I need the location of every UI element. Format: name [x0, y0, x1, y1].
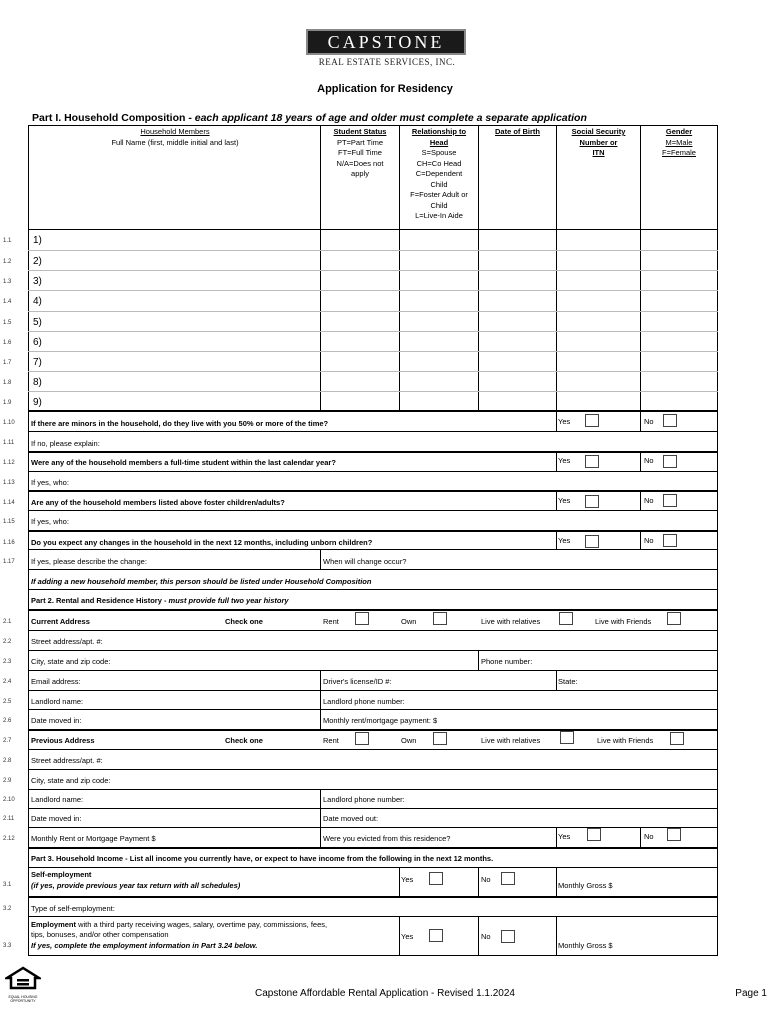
- q-minors-explain[interactable]: If no, please explain:: [31, 439, 100, 448]
- no-label: No: [481, 875, 491, 884]
- previous-own-checkbox[interactable]: [433, 732, 447, 745]
- member-row-7[interactable]: 7): [33, 357, 42, 368]
- live-friends-label: Live with Friends: [597, 736, 654, 745]
- minors-no-checkbox[interactable]: [663, 414, 677, 427]
- row-number: 3.3: [3, 943, 12, 949]
- self-emp-yes-checkbox[interactable]: [429, 872, 443, 885]
- live-relatives-label: Live with relatives: [481, 736, 541, 745]
- check-one-label: Check one: [225, 617, 263, 626]
- member-row-4[interactable]: 4): [33, 296, 42, 307]
- member-row-5[interactable]: 5): [33, 317, 42, 328]
- previous-landlord-phone-field[interactable]: Landlord phone number:: [323, 795, 405, 804]
- drivers-license-field[interactable]: Driver's license/ID #:: [323, 677, 392, 686]
- q-student: Were any of the household members a full-time student within the last calendar year?: [31, 458, 336, 467]
- row-number: 1.3: [3, 279, 12, 285]
- yes-label: Yes: [558, 456, 571, 465]
- current-city-field[interactable]: City, state and zip code:: [31, 657, 111, 666]
- household-note: If adding a new household member, this person should be listed under Household Composition: [31, 577, 372, 586]
- own-label: Own: [401, 736, 417, 745]
- employment-note: If yes, complete the employment information in Part 3.24 below.: [31, 941, 258, 950]
- changes-no-checkbox[interactable]: [663, 534, 677, 547]
- members-header: Household Members Full Name (first, middle initial and last): [111, 127, 239, 147]
- type-self-employment-field[interactable]: Type of self-employment:: [31, 904, 115, 913]
- own-label: Own: [401, 617, 417, 626]
- row-number: 2.11: [3, 816, 15, 822]
- previous-moved-in-field[interactable]: Date moved in:: [31, 814, 82, 823]
- student-yes-checkbox[interactable]: [585, 455, 599, 468]
- row-number: 2.8: [3, 758, 12, 764]
- row-number: 1.4: [3, 299, 12, 305]
- yes-label: Yes: [558, 417, 571, 426]
- page-title: Application for Residency: [317, 83, 453, 95]
- student-no-checkbox[interactable]: [663, 455, 677, 468]
- row-number: 2.10: [3, 797, 15, 803]
- gender-header: Gender M=Male F=Female: [662, 127, 696, 157]
- equal-housing-logo: EQUAL HOUSING OPPORTUNITY: [5, 966, 41, 1000]
- no-label: No: [644, 832, 654, 841]
- previous-street-field[interactable]: Street address/apt. #:: [31, 756, 103, 765]
- yes-label: Yes: [401, 875, 414, 884]
- current-address-label: Current Address: [31, 617, 90, 626]
- part3-heading: Part 3. Household Income - List all income you currently have, or expect to have income from the following in the next 12 months.: [31, 854, 494, 863]
- q-changes: Do you expect any changes in the household in the next 12 months, including unborn children?: [31, 538, 373, 547]
- employment-line2: tips, bonuses, and/or other compensation: [31, 930, 169, 939]
- dob-header: Date of Birth: [495, 127, 540, 136]
- changes-yes-checkbox[interactable]: [585, 535, 599, 548]
- q-evicted: Were you evicted from this residence?: [323, 834, 451, 843]
- row-number: 1.15: [3, 519, 15, 525]
- row-number: 2.7: [3, 738, 12, 744]
- row-number: 1.5: [3, 320, 12, 326]
- self-emp-no-checkbox[interactable]: [501, 872, 515, 885]
- current-landlord-field[interactable]: Landlord name:: [31, 697, 84, 706]
- employment-label: Employment with a third party receiving wages, salary, overtime pay, commissions, fees,: [31, 920, 328, 929]
- q-change-describe[interactable]: If yes, please describe the change:: [31, 557, 147, 566]
- row-number: 1.1: [3, 238, 12, 244]
- previous-address-label: Previous Address: [31, 736, 95, 745]
- live-relatives-label: Live with relatives: [481, 617, 541, 626]
- minors-yes-checkbox[interactable]: [585, 414, 599, 427]
- current-monthly-rent-field[interactable]: Monthly rent/mortgage payment: $: [323, 716, 438, 725]
- student-status-header: Student Status PT=Part Time FT=Full Time N/A=Does not apply: [333, 127, 387, 178]
- q-foster-who[interactable]: If yes, who:: [31, 517, 69, 526]
- house-icon: [5, 966, 41, 990]
- previous-monthly-rent-field[interactable]: Monthly Rent or Mortgage Payment $: [31, 834, 156, 843]
- yes-label: Yes: [558, 536, 571, 545]
- part2-heading: Part 2. Rental and Residence History - must provide full two year history: [31, 596, 289, 605]
- row-number: 2.6: [3, 718, 12, 724]
- row-number: 1.16: [3, 540, 15, 546]
- footer-text: Capstone Affordable Rental Application - Revised 1.1.2024: [255, 988, 515, 999]
- member-row-3[interactable]: 3): [33, 276, 42, 287]
- yes-label: Yes: [401, 932, 414, 941]
- email-field[interactable]: Email address:: [31, 677, 81, 686]
- current-rent-checkbox[interactable]: [355, 612, 369, 625]
- row-number: 2.1: [3, 619, 12, 625]
- current-landlord-phone-field[interactable]: Landlord phone number:: [323, 697, 405, 706]
- page-number: Page 1: [735, 988, 767, 999]
- previous-friends-checkbox[interactable]: [670, 732, 684, 745]
- self-employment-label: Self-employment: [31, 870, 92, 879]
- row-number: 2.9: [3, 778, 12, 784]
- row-number: 1.6: [3, 340, 12, 346]
- previous-rent-checkbox[interactable]: [355, 732, 369, 745]
- no-label: No: [644, 496, 654, 505]
- rent-label: Rent: [323, 736, 339, 745]
- row-number: 2.3: [3, 659, 12, 665]
- self-employment-note: (if yes, provide previous year tax return with all schedules): [31, 881, 241, 890]
- q-change-when[interactable]: When will change occur?: [323, 557, 407, 566]
- no-label: No: [644, 536, 654, 545]
- row-number: 3.2: [3, 906, 12, 912]
- evicted-yes-checkbox[interactable]: [587, 828, 601, 841]
- member-row-8[interactable]: 8): [33, 377, 42, 388]
- company-logo-subtitle: REAL ESTATE SERVICES, INC.: [318, 57, 456, 67]
- relationship-header: Relationship to Head S=Spouse CH=Co Head C=Dependent Child F=Foster Adult or Child L=Live-In Aide: [410, 127, 468, 220]
- member-row-9[interactable]: 9): [33, 397, 42, 408]
- current-moved-in-field[interactable]: Date moved in:: [31, 716, 82, 725]
- q-student-who[interactable]: If yes, who:: [31, 478, 69, 487]
- row-number: 1.12: [3, 460, 15, 466]
- phone-field[interactable]: Phone number:: [481, 657, 533, 666]
- check-one-label: Check one: [225, 736, 263, 745]
- previous-relatives-checkbox[interactable]: [560, 731, 574, 744]
- evicted-no-checkbox[interactable]: [667, 828, 681, 841]
- employment-monthly-gross[interactable]: Monthly Gross $: [558, 941, 613, 950]
- foster-no-checkbox[interactable]: [663, 494, 677, 507]
- foster-yes-checkbox[interactable]: [585, 495, 599, 508]
- q-minors: If there are minors in the household, do they live with you 50% or more of the time?: [31, 419, 329, 428]
- row-number: 1.11: [3, 440, 15, 446]
- row-number: 1.10: [3, 420, 15, 426]
- no-label: No: [481, 932, 491, 941]
- row-number: 2.4: [3, 679, 12, 685]
- self-emp-monthly-gross[interactable]: Monthly Gross $: [558, 881, 613, 890]
- current-own-checkbox[interactable]: [433, 612, 447, 625]
- member-row-1[interactable]: 1): [33, 235, 42, 246]
- q-foster: Are any of the household members listed above foster children/adults?: [31, 498, 285, 507]
- row-number: 1.8: [3, 380, 12, 386]
- row-number: 1.2: [3, 259, 12, 265]
- yes-label: Yes: [558, 832, 571, 841]
- previous-moved-out-field[interactable]: Date moved out:: [323, 814, 379, 823]
- yes-label: Yes: [558, 496, 571, 505]
- row-number: 2.5: [3, 699, 12, 705]
- member-row-6[interactable]: 6): [33, 337, 42, 348]
- current-relatives-checkbox[interactable]: [559, 612, 573, 625]
- ssn-header: Social Security Number or ITN: [571, 127, 626, 157]
- rent-label: Rent: [323, 617, 339, 626]
- current-street-field[interactable]: Street address/apt. #:: [31, 637, 103, 646]
- company-logo: CAPSTONE: [306, 29, 466, 55]
- row-number: 2.2: [3, 639, 12, 645]
- employment-yes-checkbox[interactable]: [429, 929, 443, 942]
- row-number: 3.1: [3, 882, 12, 888]
- row-number: 1.7: [3, 360, 12, 366]
- live-friends-label: Live with Friends: [595, 617, 652, 626]
- no-label: No: [644, 456, 654, 465]
- previous-city-field[interactable]: City, state and zip code:: [31, 776, 111, 785]
- row-number: 2.12: [3, 836, 15, 842]
- employment-no-checkbox[interactable]: [501, 930, 515, 943]
- part1-heading: Part I. Household Composition - each applicant 18 years of age and older must complete a separate application: [32, 112, 587, 124]
- no-label: No: [644, 417, 654, 426]
- state-field[interactable]: State:: [558, 677, 578, 686]
- row-number: 1.13: [3, 480, 15, 486]
- current-friends-checkbox[interactable]: [667, 612, 681, 625]
- row-number: 1.9: [3, 400, 12, 406]
- row-number: 1.14: [3, 500, 15, 506]
- member-row-2[interactable]: 2): [33, 256, 42, 267]
- row-number: 1.17: [3, 559, 15, 565]
- previous-landlord-field[interactable]: Landlord name:: [31, 795, 84, 804]
